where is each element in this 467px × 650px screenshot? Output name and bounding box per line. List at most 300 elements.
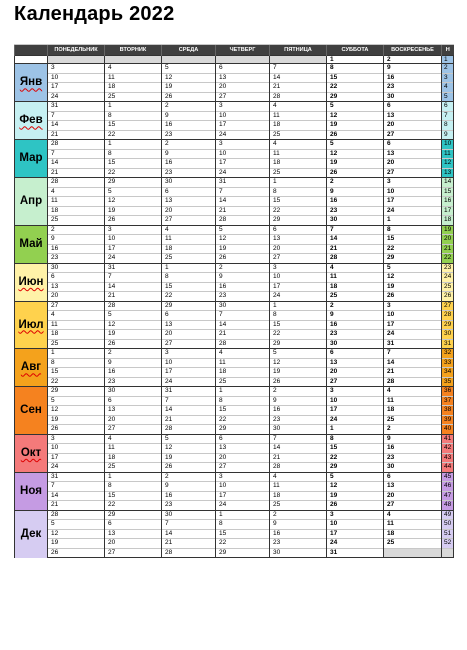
week-number: 40 — [442, 425, 454, 435]
day-cell-fri: 5 — [270, 349, 327, 359]
day-cell-thu: 22 — [216, 415, 270, 425]
week-row — [15, 178, 454, 188]
week-row — [15, 510, 454, 520]
week-number: 17 — [442, 206, 454, 216]
day-cell-tue — [105, 56, 162, 64]
day-cell-mon: 11 — [48, 197, 105, 207]
day-cell-sat: 12 — [327, 111, 384, 121]
day-cell-sat: 23 — [327, 206, 384, 216]
day-cell-mon: 5 — [48, 396, 105, 406]
day-cell-fri: 9 — [270, 520, 327, 530]
day-cell-sat: 19 — [327, 491, 384, 501]
week-row — [15, 263, 454, 273]
day-cell-fri: 3 — [270, 263, 327, 273]
week-number: 13 — [442, 168, 454, 178]
day-cell-mon: 28 — [48, 140, 105, 150]
day-cell-sat: 23 — [327, 330, 384, 340]
day-cell-fri: 8 — [270, 311, 327, 321]
week-number: 16 — [442, 197, 454, 207]
day-cell-tue: 1 — [105, 140, 162, 150]
day-cell-sat: 16 — [327, 197, 384, 207]
day-cell-fri: 1 — [270, 301, 327, 311]
day-cell-sat: 17 — [327, 406, 384, 416]
day-cell-sat: 18 — [327, 282, 384, 292]
day-cell-wed: 22 — [162, 292, 216, 302]
spacer-cell — [15, 56, 48, 64]
day-cell-sun: 24 — [384, 206, 442, 216]
day-cell-sun: 16 — [384, 73, 442, 83]
week-row — [15, 92, 454, 102]
day-cell-tue: 17 — [105, 244, 162, 254]
day-cell-thu: 24 — [216, 130, 270, 140]
day-cell-fri: 7 — [270, 64, 327, 74]
month-label-7 — [15, 301, 48, 349]
day-cell-thu: 14 — [216, 197, 270, 207]
day-cell-mon: 10 — [48, 73, 105, 83]
week-number: 35 — [442, 377, 454, 387]
week-number: 27 — [442, 301, 454, 311]
day-cell-mon: 6 — [48, 273, 105, 283]
week-number: 24 — [442, 273, 454, 283]
week-number: 39 — [442, 415, 454, 425]
day-cell-tue: 2 — [105, 349, 162, 359]
calendar-body — [15, 56, 454, 558]
day-cell-fri: 18 — [270, 491, 327, 501]
day-cell-mon: 19 — [48, 415, 105, 425]
day-cell-wed: 19 — [162, 453, 216, 463]
day-cell-thu: 8 — [216, 520, 270, 530]
week-number: 14 — [442, 178, 454, 188]
day-cell-sat: 11 — [327, 273, 384, 283]
day-cell-tue: 12 — [105, 320, 162, 330]
week-row — [15, 539, 454, 549]
day-cell-tue: 8 — [105, 149, 162, 159]
day-cell-mon: 21 — [48, 501, 105, 511]
day-cell-mon: 12 — [48, 406, 105, 416]
day-cell-sun: 18 — [384, 406, 442, 416]
day-cell-sun: 27 — [384, 130, 442, 140]
week-number: 22 — [442, 254, 454, 264]
week-row — [15, 273, 454, 283]
day-cell-sat: 13 — [327, 358, 384, 368]
day-cell-thu: 17 — [216, 491, 270, 501]
day-cell-sun: 16 — [384, 444, 442, 454]
day-cell-sun: 27 — [384, 501, 442, 511]
day-cell-mon: 21 — [48, 130, 105, 140]
week-row — [15, 472, 454, 482]
day-cell-tue: 18 — [105, 453, 162, 463]
day-cell-tue: 13 — [105, 529, 162, 539]
day-cell-sat: 3 — [327, 387, 384, 397]
day-cell-sat: 30 — [327, 339, 384, 349]
week-number: 20 — [442, 235, 454, 245]
day-cell-sun: 24 — [384, 330, 442, 340]
day-cell-mon — [48, 56, 105, 64]
day-cell-wed: 31 — [162, 387, 216, 397]
day-cell-sun: 13 — [384, 149, 442, 159]
day-cell-sat: 25 — [327, 292, 384, 302]
day-cell-sat: 8 — [327, 434, 384, 444]
day-cell-fri: 23 — [270, 415, 327, 425]
day-cell-thu: 6 — [216, 434, 270, 444]
day-cell-mon: 24 — [48, 92, 105, 102]
day-cell-sat: 4 — [327, 263, 384, 273]
day-cell-mon: 28 — [48, 510, 105, 520]
day-cell-sat: 26 — [327, 501, 384, 511]
day-cell-sat: 16 — [327, 320, 384, 330]
day-cell-fri: 16 — [270, 406, 327, 416]
day-cell-sat: 5 — [327, 472, 384, 482]
week-number: 28 — [442, 311, 454, 321]
day-cell-mon: 9 — [48, 235, 105, 245]
day-cell-mon: 26 — [48, 425, 105, 435]
day-cell-sun: 6 — [384, 102, 442, 112]
day-cell-mon: 31 — [48, 472, 105, 482]
month-name: Июл — [18, 318, 44, 331]
day-cell-sun: 20 — [384, 121, 442, 131]
day-cell-sat: 28 — [327, 254, 384, 264]
day-cell-wed: 14 — [162, 406, 216, 416]
day-cell-fri: 11 — [270, 149, 327, 159]
day-cell-thu: 15 — [216, 406, 270, 416]
day-cell-mon: 17 — [48, 453, 105, 463]
day-cell-thu: 9 — [216, 273, 270, 283]
week-number: 32 — [442, 349, 454, 359]
week-number: 38 — [442, 406, 454, 416]
day-cell-fri: 7 — [270, 434, 327, 444]
week-row — [15, 149, 454, 159]
day-cell-mon: 4 — [48, 311, 105, 321]
day-cell-wed: 16 — [162, 121, 216, 131]
header-wednesday: СРЕДА — [162, 45, 216, 56]
day-cell-sun: 13 — [384, 482, 442, 492]
day-cell-mon: 2 — [48, 225, 105, 235]
day-cell-wed: 27 — [162, 339, 216, 349]
month-label-9 — [15, 387, 48, 435]
month-name: Мар — [19, 152, 43, 165]
day-cell-sun: 29 — [384, 254, 442, 264]
day-cell-sun: 20 — [384, 491, 442, 501]
day-cell-sat: 12 — [327, 482, 384, 492]
week-number: 41 — [442, 434, 454, 444]
day-cell-wed: 28 — [162, 548, 216, 558]
day-cell-sun: 3 — [384, 301, 442, 311]
day-cell-sun: 25 — [384, 415, 442, 425]
week-number: 31 — [442, 339, 454, 349]
day-cell-fri: 22 — [270, 206, 327, 216]
day-cell-fri: 22 — [270, 330, 327, 340]
day-cell-tue: 29 — [105, 510, 162, 520]
week-row — [15, 529, 454, 539]
day-cell-sat: 26 — [327, 130, 384, 140]
day-cell-wed: 30 — [162, 510, 216, 520]
day-cell-mon: 17 — [48, 83, 105, 93]
day-cell-sat: 26 — [327, 168, 384, 178]
month-name: Окт — [20, 446, 42, 459]
day-cell-mon: 15 — [48, 368, 105, 378]
week-number: 21 — [442, 244, 454, 254]
day-cell-fri: 23 — [270, 539, 327, 549]
day-cell-mon: 10 — [48, 444, 105, 454]
day-cell-sat: 20 — [327, 368, 384, 378]
header-month — [15, 45, 48, 56]
day-cell-mon: 22 — [48, 377, 105, 387]
day-cell-sun: 23 — [384, 453, 442, 463]
day-cell-wed: 6 — [162, 311, 216, 321]
day-cell-mon: 25 — [48, 216, 105, 226]
week-number: 18 — [442, 216, 454, 226]
week-number: 19 — [442, 225, 454, 235]
week-number: 34 — [442, 368, 454, 378]
month-label-5 — [15, 225, 48, 263]
week-number: 43 — [442, 453, 454, 463]
day-cell-wed: 11 — [162, 235, 216, 245]
day-cell-fri: 25 — [270, 501, 327, 511]
week-row — [15, 301, 454, 311]
day-cell-wed: 15 — [162, 282, 216, 292]
day-cell-fri: 29 — [270, 339, 327, 349]
day-cell-tue: 25 — [105, 463, 162, 473]
month-label-6 — [15, 263, 48, 301]
day-cell-tue: 1 — [105, 102, 162, 112]
day-cell-thu: 27 — [216, 92, 270, 102]
day-cell-wed: 7 — [162, 396, 216, 406]
week-row — [15, 168, 454, 178]
day-cell-thu: 10 — [216, 482, 270, 492]
day-cell-sat: 10 — [327, 520, 384, 530]
day-cell-sun: 2 — [384, 425, 442, 435]
header-saturday: СУББОТА — [327, 45, 384, 56]
day-cell-thu: 7 — [216, 311, 270, 321]
header-friday: ПЯТНИЦА — [270, 45, 327, 56]
day-cell-sat: 24 — [327, 415, 384, 425]
month-name: Дек — [20, 527, 42, 540]
week-number — [442, 548, 454, 558]
day-cell-mon: 27 — [48, 301, 105, 311]
day-cell-thu: 1 — [216, 510, 270, 520]
day-cell-tue: 8 — [105, 111, 162, 121]
day-cell-sun: 8 — [384, 225, 442, 235]
day-cell-sun: 23 — [384, 83, 442, 93]
day-cell-sat: 3 — [327, 510, 384, 520]
week-row — [15, 197, 454, 207]
day-cell-sun: 22 — [384, 244, 442, 254]
day-cell-wed: 2 — [162, 102, 216, 112]
day-cell-wed: 21 — [162, 539, 216, 549]
day-cell-mon: 29 — [48, 387, 105, 397]
day-cell-mon: 16 — [48, 244, 105, 254]
week-row — [15, 491, 454, 501]
day-cell-mon: 19 — [48, 539, 105, 549]
week-number: 25 — [442, 282, 454, 292]
day-cell-sun: 17 — [384, 320, 442, 330]
day-cell-sat: 22 — [327, 83, 384, 93]
day-cell-thu: 1 — [216, 387, 270, 397]
day-cell-mon: 11 — [48, 320, 105, 330]
day-cell-sat: 9 — [327, 187, 384, 197]
day-cell-tue: 25 — [105, 92, 162, 102]
day-cell-mon: 1 — [48, 349, 105, 359]
week-row — [15, 339, 454, 349]
month-label-10 — [15, 434, 48, 472]
day-cell-thu: 5 — [216, 225, 270, 235]
day-cell-tue: 7 — [105, 273, 162, 283]
day-cell-tue: 4 — [105, 434, 162, 444]
day-cell-sat: 24 — [327, 539, 384, 549]
day-cell-mon: 13 — [48, 282, 105, 292]
week-number: 5 — [442, 92, 454, 102]
day-cell-fri: 28 — [270, 463, 327, 473]
week-row — [15, 520, 454, 530]
day-cell-fri: 15 — [270, 320, 327, 330]
day-cell-wed: 1 — [162, 263, 216, 273]
week-row — [15, 387, 454, 397]
day-cell-thu: 15 — [216, 529, 270, 539]
day-cell-thu: 31 — [216, 178, 270, 188]
day-cell-tue: 30 — [105, 387, 162, 397]
day-cell-wed: 30 — [162, 178, 216, 188]
day-cell-fri: 25 — [270, 130, 327, 140]
day-cell-tue: 11 — [105, 73, 162, 83]
day-cell-mon: 31 — [48, 102, 105, 112]
week-number: 49 — [442, 510, 454, 520]
day-cell-tue: 24 — [105, 254, 162, 264]
day-cell-tue: 22 — [105, 168, 162, 178]
day-cell-thu: 10 — [216, 149, 270, 159]
day-cell-wed — [162, 56, 216, 64]
day-cell-thu: 18 — [216, 368, 270, 378]
header-tuesday: ВТОРНИК — [105, 45, 162, 56]
day-cell-thu: 6 — [216, 64, 270, 74]
day-cell-mon: 7 — [48, 111, 105, 121]
day-cell-wed: 20 — [162, 206, 216, 216]
week-row — [15, 368, 454, 378]
day-cell-wed: 7 — [162, 520, 216, 530]
month-label-11 — [15, 472, 48, 510]
day-cell-tue: 20 — [105, 415, 162, 425]
day-cell-thu: 29 — [216, 548, 270, 558]
week-row — [15, 102, 454, 112]
day-cell-wed: 26 — [162, 463, 216, 473]
day-cell-fri: 4 — [270, 472, 327, 482]
week-row — [15, 320, 454, 330]
day-cell-fri: 18 — [270, 121, 327, 131]
day-cell-sat: 19 — [327, 121, 384, 131]
month-label-12 — [15, 510, 48, 558]
week-row — [15, 244, 454, 254]
day-cell-fri: 29 — [270, 216, 327, 226]
day-cell-fri: 19 — [270, 368, 327, 378]
day-cell-sun: 6 — [384, 472, 442, 482]
day-cell-sun: 11 — [384, 396, 442, 406]
week-number: 48 — [442, 501, 454, 511]
day-cell-sat: 1 — [327, 425, 384, 435]
week-row — [15, 206, 454, 216]
day-cell-wed: 17 — [162, 368, 216, 378]
day-cell-thu: 24 — [216, 501, 270, 511]
day-cell-sun: 9 — [384, 64, 442, 74]
week-row — [15, 330, 454, 340]
month-name: Фев — [19, 114, 43, 127]
day-cell-wed: 16 — [162, 491, 216, 501]
month-label-2 — [15, 102, 48, 140]
day-cell-tue: 26 — [105, 339, 162, 349]
day-cell-mon: 3 — [48, 64, 105, 74]
day-cell-wed: 8 — [162, 273, 216, 283]
day-cell-thu: 4 — [216, 349, 270, 359]
day-cell-fri: 30 — [270, 425, 327, 435]
day-cell-wed: 20 — [162, 330, 216, 340]
week-row — [15, 254, 454, 264]
week-row — [15, 463, 454, 473]
day-cell-sun: 9 — [384, 434, 442, 444]
day-cell-tue: 20 — [105, 539, 162, 549]
day-cell-wed: 2 — [162, 472, 216, 482]
day-cell-sat: 30 — [327, 216, 384, 226]
week-number: 26 — [442, 292, 454, 302]
day-cell-fri: 25 — [270, 168, 327, 178]
week-number: 30 — [442, 330, 454, 340]
day-cell-sat: 1 — [327, 56, 384, 64]
week-row — [15, 111, 454, 121]
week-row — [15, 292, 454, 302]
day-cell-tue: 15 — [105, 491, 162, 501]
day-cell-thu: 23 — [216, 292, 270, 302]
day-cell-mon: 4 — [48, 187, 105, 197]
day-cell-wed: 16 — [162, 159, 216, 169]
day-cell-fri: 26 — [270, 377, 327, 387]
week-number: 47 — [442, 491, 454, 501]
day-cell-wed: 18 — [162, 244, 216, 254]
day-cell-fri: 21 — [270, 453, 327, 463]
week-row — [15, 406, 454, 416]
week-number: 15 — [442, 187, 454, 197]
week-number: 9 — [442, 130, 454, 140]
week-number: 45 — [442, 472, 454, 482]
day-cell-thu: 20 — [216, 453, 270, 463]
week-row — [15, 216, 454, 226]
day-cell-fri: 4 — [270, 140, 327, 150]
day-cell-sat: 29 — [327, 463, 384, 473]
day-cell-wed: 28 — [162, 425, 216, 435]
day-cell-tue: 11 — [105, 444, 162, 454]
day-cell-sat: 31 — [327, 548, 384, 558]
day-cell-wed: 4 — [162, 225, 216, 235]
day-cell-fri: 27 — [270, 254, 327, 264]
week-row — [15, 444, 454, 454]
day-cell-wed: 23 — [162, 130, 216, 140]
day-cell-fri: 24 — [270, 292, 327, 302]
day-cell-sun: 17 — [384, 197, 442, 207]
day-cell-wed: 24 — [162, 377, 216, 387]
day-cell-wed: 13 — [162, 320, 216, 330]
day-cell-tue: 28 — [105, 301, 162, 311]
day-cell-tue: 3 — [105, 225, 162, 235]
day-cell-wed: 2 — [162, 140, 216, 150]
day-cell-thu: 11 — [216, 358, 270, 368]
week-number: 3 — [442, 73, 454, 83]
day-cell-sat: 9 — [327, 311, 384, 321]
day-cell-tue: 8 — [105, 482, 162, 492]
day-cell-fri: 13 — [270, 235, 327, 245]
day-cell-sun: 21 — [384, 368, 442, 378]
day-cell-sat: 12 — [327, 149, 384, 159]
week-row — [15, 225, 454, 235]
day-cell-sun: 30 — [384, 463, 442, 473]
day-cell-sun: 20 — [384, 159, 442, 169]
day-cell-sat: 27 — [327, 377, 384, 387]
day-cell-tue: 5 — [105, 187, 162, 197]
